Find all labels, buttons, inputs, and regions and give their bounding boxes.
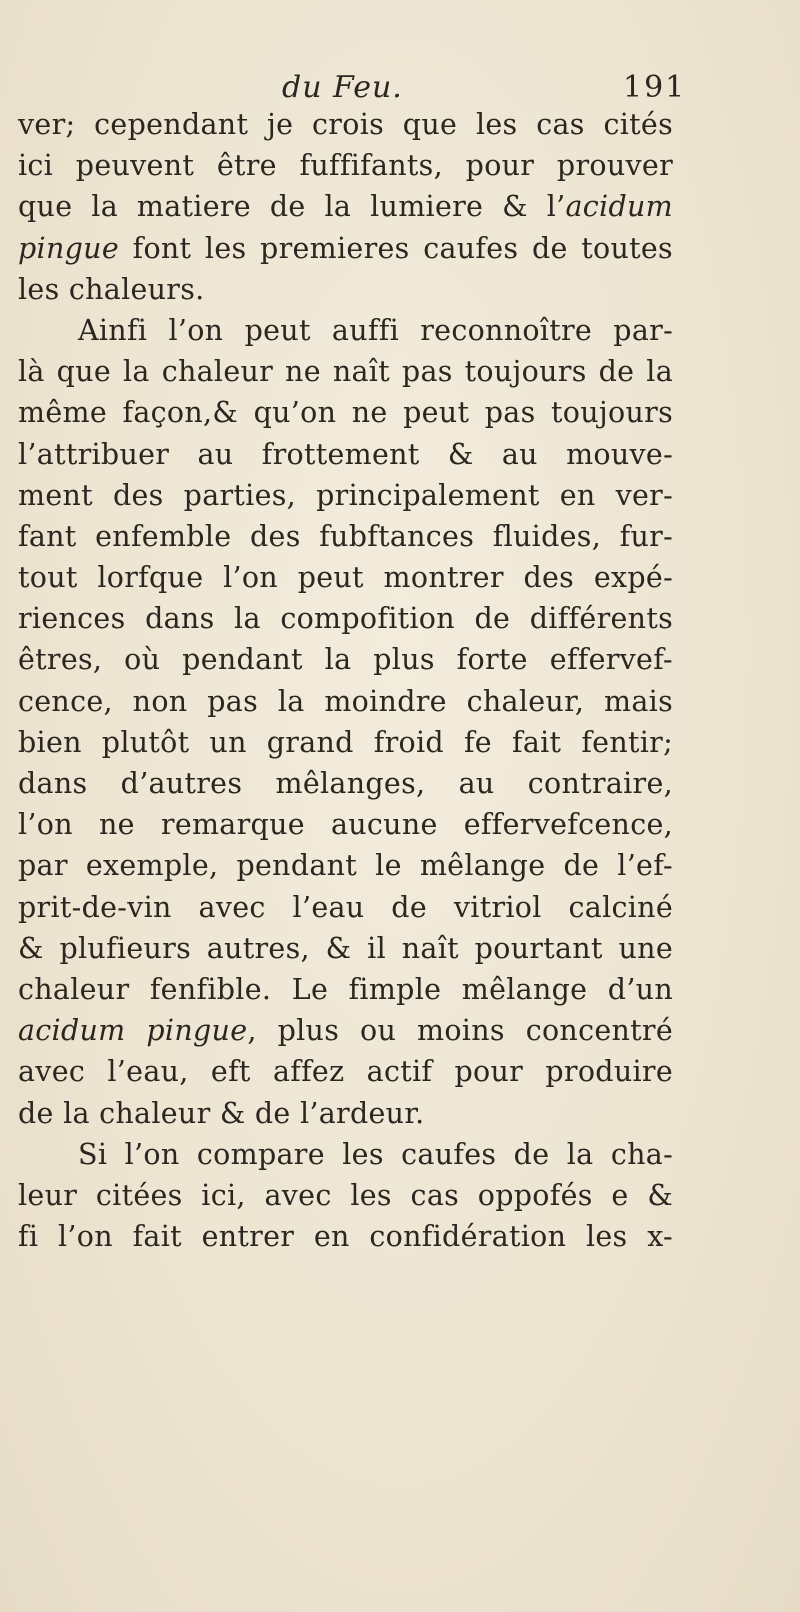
text-line-19: par exemple, pendant le mêlange de l’ef-: [18, 849, 673, 883]
text-line-23: [18, 1010, 673, 1051]
text-line-3-italic: acidum: [565, 190, 673, 224]
text-line-27: leur citées ici, avec les cas oppofés e &: [18, 1178, 673, 1212]
text-line-28: fi l’on fait entrer en confidération les x-: [18, 1220, 673, 1254]
text-line-25: de la chaleur & de l’ardeur.: [18, 1096, 425, 1130]
text-line-3: [18, 186, 673, 227]
text-line-13: riences dans la compofition de différents: [18, 602, 673, 636]
text-line-4-italic: pingue: [18, 231, 119, 265]
text-line-4: [18, 228, 673, 269]
body-text: [18, 104, 673, 1257]
text-line-18: l’on ne remarque aucune effervefcence,: [18, 808, 673, 842]
text-line-6: Ainfi l’on peut auffi reconnoître par-: [78, 313, 673, 347]
text-line-14: êtres, où pendant la plus forte effervef-: [18, 643, 673, 677]
text-line-2: ici peuvent être fuffifants, pour prouver: [18, 149, 673, 183]
text-line-16: bien plutôt un grand froid fe fait fentir;: [18, 725, 673, 759]
text-line-15: cence, non pas la moindre chaleur, mais: [18, 684, 673, 718]
text-line-4-roman: font les premieres caufes de toutes: [118, 231, 673, 265]
text-line-7: là que la chaleur ne naît pas toujours de la: [18, 355, 673, 389]
text-line-23-italic: acidum pingue: [18, 1014, 248, 1048]
text-line-20: prit-de-vin avec l’eau de vitriol calciné: [18, 890, 673, 924]
text-line-21: & plufieurs autres, & il naît pourtant une: [18, 931, 673, 965]
text-line-5: les chaleurs.: [18, 272, 205, 306]
text-line-1: ver; cependant je crois que les cas cités: [18, 108, 673, 141]
text-line-11: fant enfemble des fubftances fluides, fur-: [18, 519, 673, 553]
running-title: du Feu.: [282, 70, 403, 105]
text-line-8: même façon,& qu’on ne peut pas toujours: [18, 396, 673, 430]
text-line-17: dans d’autres mêlanges, au contraire,: [18, 767, 673, 800]
page-number: 191: [623, 70, 687, 105]
text-line-12: tout lorfque l’on peut montrer des expé-: [18, 561, 673, 595]
text-line-23-roman: , plus ou moins concentré: [247, 1014, 673, 1048]
text-line-22: chaleur fenfible. Le fimple mêlange d’un: [18, 972, 673, 1006]
text-line-26: Si l’on compare les caufes de la cha-: [78, 1137, 673, 1171]
text-line-3-roman: que la matiere de la lumiere & l’: [18, 190, 566, 224]
text-line-24: avec l’eau, eft affez actif pour produire: [18, 1055, 673, 1089]
text-line-10: ment des parties, principalement en ver-: [18, 478, 673, 512]
text-line-9: l’attribuer au frottement & au mouve-: [18, 437, 673, 471]
